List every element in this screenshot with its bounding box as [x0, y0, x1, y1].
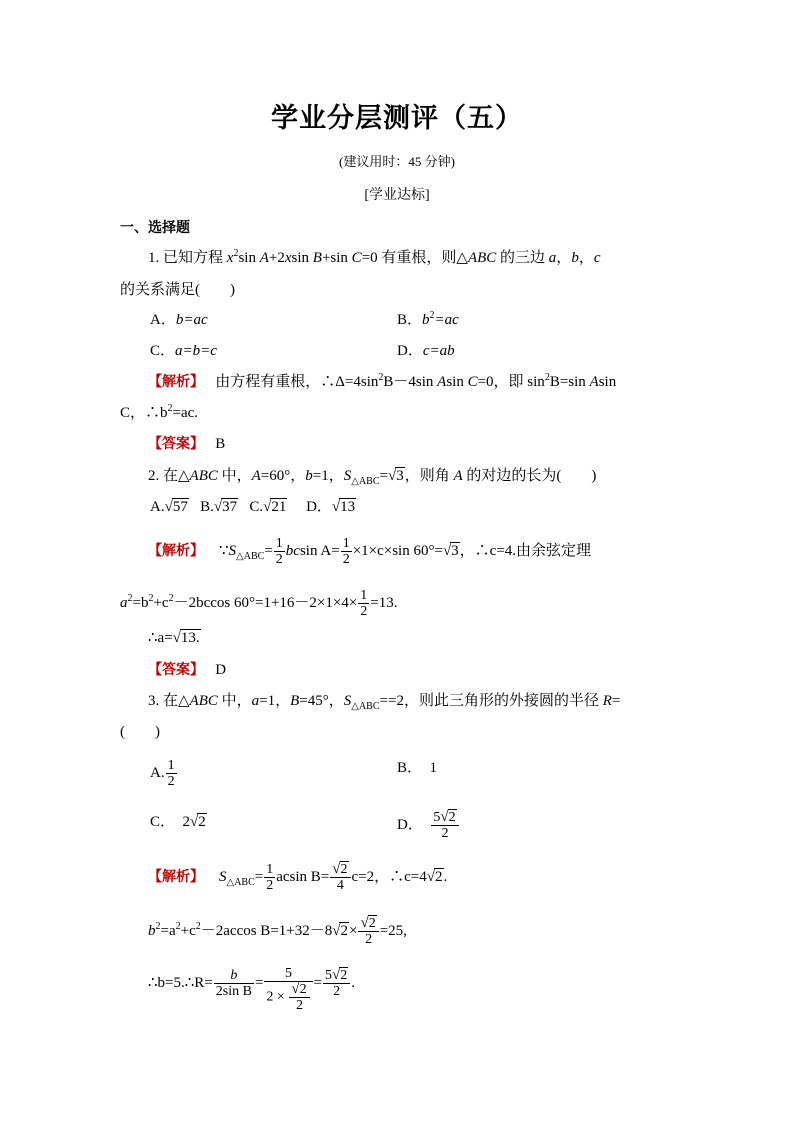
q3-analysis: 【解析】 $S_{\triangle ABC}=$ $\frac{1}{2}$ acsin B= $\frac{√2}{4}$ c=2，∴c=4√2. — [148, 861, 448, 893]
q3-option-c: C． 2√2 — [150, 814, 206, 830]
question-1-stem: 1. 已知方程 $x^2\sin$ A+2xsin B+sin C=0 有重根，则△ABC 的三边 a，b，c — [148, 248, 601, 266]
q2-options: A.√57 B.√37 C.√21 D．√13 — [150, 499, 356, 515]
page-title: 学业分层测评（五） — [271, 103, 523, 134]
q1-option-c: C．a=b=c — [150, 343, 217, 359]
q1-analysis: 【解析】 由方程有重根，$\therefore\Delta=4\sin^2B-4\sin$ Asin C=0，即 $\sin^2B=\sin$ Asin — [148, 372, 617, 390]
q2-analysis: 【解析】 $\because S_{\triangle ABC}=$ $\frac{1}{2}$ bcsin A= $\frac{1}{2}$ ×1×c×sin 60°=√3，∴c=4.由余弦定理 — [148, 536, 592, 567]
q2-analysis-line2: $a^2=b^2+c^2-2bccos$ 60°=1+16－2×1×4× $\frac{1}{2}$ =13. — [120, 588, 398, 619]
q1-option-a: A．b=ac — [150, 312, 208, 328]
q3-analysis-line2: $b^2=a^2+c^2-2accos$ B=1+32－8√2× $\frac{√2}{2}$ =25, — [148, 915, 407, 947]
section-heading: 一、选择题 — [120, 220, 190, 236]
question-2-stem: 2. 在△ABC 中，A=60°，b=1，$S_{\triangle ABC}=√3$，则角 A 的对边的长为( ) — [148, 468, 597, 487]
q2-answer: 【答案】 D — [148, 662, 227, 678]
q2-analysis-line3: ∴a=√13. — [148, 630, 200, 646]
question-3-stem: 3. 在△ABC 中，a=1，B=45°，$S_{\triangle ABC}==2$，则此三角形的外接圆的半径 R= — [148, 693, 621, 712]
q1-option-d: D．c=ab — [397, 343, 455, 359]
q3-option-d: D． $\frac{5√2}{2}$ — [397, 810, 460, 841]
question-1-stem-cont: 的关系满足( ) — [120, 282, 235, 298]
level-label: [学业达标] — [364, 188, 430, 203]
q3-option-a: A. $\frac{1}{2}$ — [150, 758, 175, 789]
q3-analysis-line3: ∴b=5.∴R= $\frac{b}{\text{2sin B}}$ = 5 2 × $\frac{√2}{2}$ = $\frac{5√2}{2}$ . — [148, 966, 356, 1013]
question-3-stem-cont: ( ) — [120, 724, 160, 740]
q1-option-b: B．$b^2=ac$ — [397, 310, 459, 328]
analysis-label: 【解析】 — [148, 374, 204, 390]
q1-answer: 【答案】 B — [148, 436, 226, 452]
time-note: (建议用时：45 分钟) — [339, 154, 455, 169]
q1-analysis-cont: C，$\therefore b^2=ac$. — [120, 403, 199, 421]
q3-option-b: B． 1 — [397, 760, 438, 776]
